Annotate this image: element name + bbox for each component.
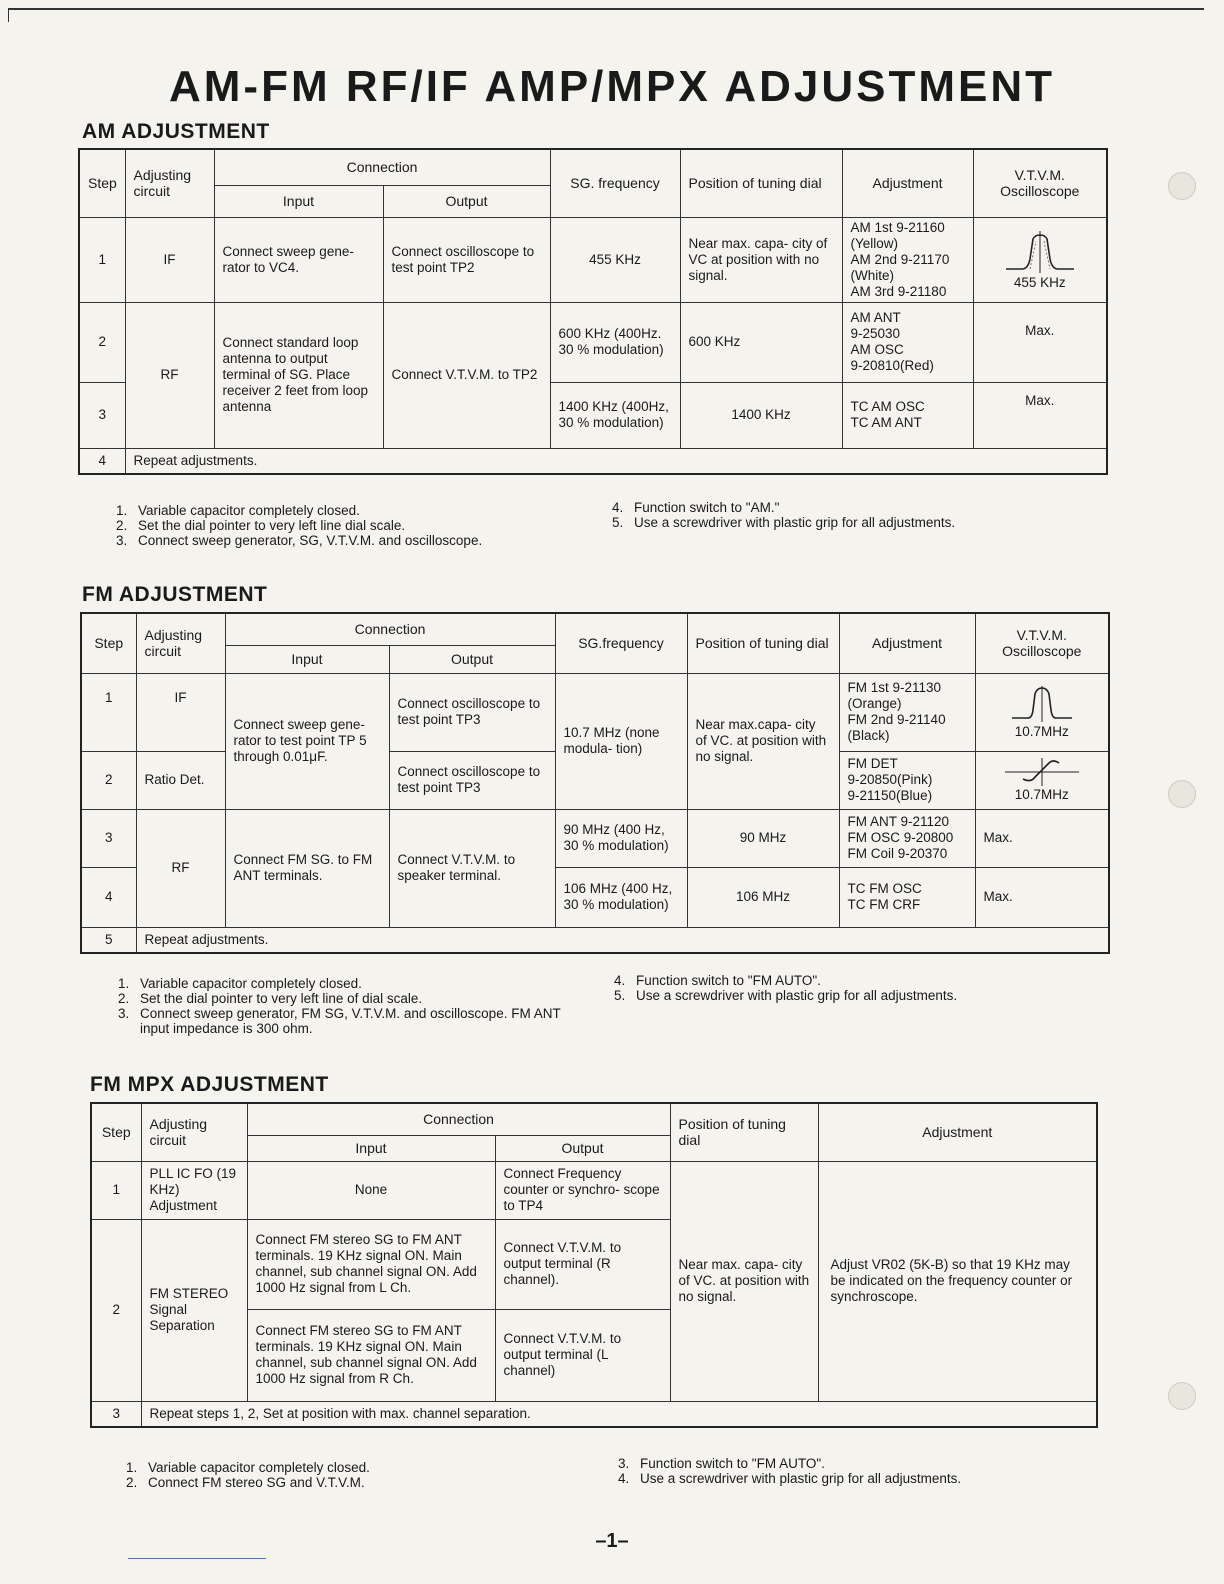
output-cell: Connect Frequency counter or synchro- scope to TP4 (495, 1161, 670, 1219)
adjustment-line: AM 3rd 9-21180 (850, 283, 947, 299)
input-header: Input (225, 645, 389, 673)
position-header: Position of tuning dial (687, 613, 839, 673)
position-header: Position of tuning dial (670, 1103, 818, 1161)
step-cell: 5 (81, 927, 136, 953)
table-row (79, 302, 1107, 382)
position-cell: 106 MHz (687, 867, 839, 927)
step-cell: 3 (91, 1401, 141, 1427)
step-cell: 2 (81, 751, 136, 809)
page-title: AM-FM RF/IF AMP/MPX ADJUSTMENT (168, 62, 1056, 111)
input-cell: None (247, 1161, 495, 1219)
adjustment-line: AM OSC (850, 342, 904, 357)
step-cell: 3 (81, 809, 136, 867)
am-section-heading: AM ADJUSTMENT (82, 120, 270, 143)
mpx-adjustment-table (90, 1102, 1098, 1428)
step-header: Step (91, 1103, 141, 1161)
note-item: 2. Connect FM stereo SG and V.T.V.M. (126, 1475, 365, 1490)
position-cell: 90 MHz (687, 809, 839, 867)
adjustment-header: Adjustment (818, 1103, 1097, 1161)
bandpass-waveform-icon (1000, 229, 1080, 275)
adjustment-line: TC AM ANT (850, 415, 922, 430)
circuit-cell: FM STEREO Signal Separation (141, 1219, 247, 1401)
adjustment-cell: Adjust VR02 (5K-B) so that 19 KHz may be indicated on the frequency counter or synchroscope. (818, 1161, 1097, 1401)
adjustment-line: TC FM CRF (847, 897, 921, 912)
adjustment-cell (839, 867, 975, 927)
left-rule (8, 8, 9, 22)
note-item: 4. Function switch to "AM." (612, 500, 780, 515)
adjustment-cell (839, 751, 975, 809)
note-item: 1. Variable capacitor completely closed. (118, 976, 362, 991)
vtvm-cell: Max. (975, 867, 1109, 927)
adjustment-line: (Yellow) (850, 235, 899, 251)
underline-mark (128, 1558, 266, 1559)
input-cell: Connect sweep gene- rator to test point TP 5 through 0.01μF. (225, 673, 389, 809)
adjustment-line: (White) (850, 267, 895, 283)
sg-frequency-header: SG. frequency (550, 149, 680, 217)
am-adjustment-table (78, 148, 1108, 475)
sg-cell: 106 MHz (400 Hz, 30 % modulation) (555, 867, 687, 927)
circuit-cell: RF (125, 302, 214, 448)
adjustment-line: (Orange) (847, 696, 902, 711)
am-notes-left (116, 503, 596, 548)
input-cell: Connect FM stereo SG to FM ANT terminals. 19 KHz signal ON. Main channel, sub channel signal ON. Add 1000 Hz signal from R Ch. (247, 1309, 495, 1401)
adjustment-cell (839, 673, 975, 751)
adjustment-cell (842, 382, 973, 448)
input-cell: Connect FM stereo SG to FM ANT terminals. 19 KHz signal ON. Main channel, sub channel signal ON. Add 1000 Hz signal from L Ch. (247, 1219, 495, 1309)
step-cell: 4 (81, 867, 136, 927)
adjustment-line: TC AM OSC (850, 399, 925, 414)
note-item: 1. Variable capacitor completely closed. (116, 503, 360, 518)
table-row (79, 217, 1107, 302)
sg-cell: 600 KHz (400Hz. 30 % modulation) (550, 302, 680, 382)
adjustment-line: 9-20850(Pink) (847, 772, 933, 787)
adjustment-line: FM 1st 9-21130 (847, 680, 942, 695)
adjustment-line: 9-20810(Red) (850, 358, 934, 373)
fm-notes-left (118, 976, 588, 1036)
circuit-header: Adjusting circuit (136, 613, 225, 673)
output-cell: Connect oscilloscope to test point TP3 (389, 751, 555, 809)
mpx-notes-left (126, 1460, 596, 1490)
position-cell: 600 KHz (680, 302, 842, 382)
step-cell: 4 (79, 448, 125, 474)
adjustment-line: FM 2nd 9-21140 (847, 712, 946, 727)
adjustment-line: FM DET (847, 756, 898, 771)
am-notes-right (612, 500, 1092, 530)
adjustment-header: Adjustment (842, 149, 973, 217)
repeat-cell: Repeat adjustments. (125, 448, 1107, 474)
vtvm-cell (973, 217, 1107, 302)
output-header: Output (383, 185, 550, 217)
output-header: Output (495, 1135, 670, 1161)
binder-hole (1168, 172, 1196, 200)
position-header: Position of tuning dial (680, 149, 842, 217)
note-item: 3. Connect sweep generator, FM SG, V.T.V.M. and oscilloscope. FM ANT input impedance is 300 ohm. (118, 1006, 561, 1036)
output-cell: Connect oscilloscope to test point TP3 (389, 673, 555, 751)
adjustment-line: FM OSC 9-20800 (847, 830, 954, 845)
input-cell: Connect sweep gene- rator to VC4. (214, 217, 383, 302)
vtvm-cell (975, 673, 1109, 751)
output-cell: Connect oscilloscope to test point TP2 (383, 217, 550, 302)
output-cell: Connect V.T.V.M. to output terminal (L channel) (495, 1309, 670, 1401)
output-cell: Connect V.T.V.M. to speaker terminal. (389, 809, 555, 927)
position-cell: Near max. capa- city of VC at position with no signal. (680, 217, 842, 302)
adjustment-header: Adjustment (839, 613, 975, 673)
step-cell: 1 (79, 217, 125, 302)
vtvm-header: V.T.V.M. Oscilloscope (975, 613, 1109, 673)
note-item: 3. Connect sweep generator, SG, V.T.V.M. and oscilloscope. (116, 533, 483, 548)
position-cell: Near max. capa- city of VC. at position with no signal. (670, 1161, 818, 1401)
repeat-cell: Repeat steps 1, 2, Set at position with max. channel separation. (141, 1401, 1097, 1427)
output-header: Output (389, 645, 555, 673)
connection-header: Connection (225, 613, 555, 645)
connection-header: Connection (247, 1103, 670, 1135)
note-item: 2. Set the dial pointer to very left line dial scale. (116, 518, 406, 533)
vtvm-cell (975, 751, 1109, 809)
bandpass-waveform-icon (1002, 684, 1082, 724)
note-item: 2. Set the dial pointer to very left line of dial scale. (118, 991, 423, 1006)
step-cell: 2 (79, 302, 125, 382)
sg-cell: 10.7 MHz (none modula- tion) (555, 673, 687, 809)
input-cell: Connect standard loop antenna to output terminal of SG. Place receiver 2 feet from loop antenna (214, 302, 383, 448)
table-row (79, 448, 1107, 474)
input-header: Input (214, 185, 383, 217)
sg-cell: 1400 KHz (400Hz, 30 % modulation) (550, 382, 680, 448)
circuit-header: Adjusting circuit (141, 1103, 247, 1161)
circuit-cell: PLL IC FO (19 KHz) Adjustment (141, 1161, 247, 1219)
circuit-header: Adjusting circuit (125, 149, 214, 217)
connection-header: Connection (214, 149, 550, 185)
step-cell: 1 (91, 1161, 141, 1219)
note-item: 4. Use a screwdriver with plastic grip for all adjustments. (618, 1471, 962, 1486)
adjustment-line: 9-21150(Blue) (847, 788, 933, 803)
adjustment-line: TC FM OSC (847, 881, 922, 896)
vtvm-cell: Max. (973, 382, 1107, 448)
mpx-section-heading: FM MPX ADJUSTMENT (90, 1073, 329, 1096)
table-row (81, 809, 1109, 867)
adjustment-cell (842, 302, 973, 382)
circuit-cell: IF (136, 673, 225, 751)
table-row (81, 927, 1109, 953)
mpx-notes-right (618, 1456, 1098, 1486)
vtvm-cell: Max. (973, 302, 1107, 382)
position-cell: 1400 KHz (680, 382, 842, 448)
step-cell: 2 (91, 1219, 141, 1401)
vtvm-header: V.T.V.M. Oscilloscope (973, 149, 1107, 217)
step-cell: 3 (79, 382, 125, 448)
note-item: 5. Use a screwdriver with plastic grip for all adjustments. (614, 988, 958, 1003)
adjustment-line: FM Coil 9-20370 (847, 846, 948, 861)
adjustment-line: AM 2nd 9-21170 (850, 251, 950, 267)
vtvm-value: 455 KHz (1013, 274, 1066, 290)
adjustment-cell (842, 217, 973, 302)
note-item: 4. Function switch to "FM AUTO". (614, 973, 821, 988)
input-header: Input (247, 1135, 495, 1161)
adjustment-line: (Black) (847, 728, 890, 743)
step-header: Step (79, 149, 125, 217)
note-item: 3. Function switch to "FM AUTO". (618, 1456, 825, 1471)
note-item: 1. Variable capacitor completely closed. (126, 1460, 370, 1475)
table-row (81, 673, 1109, 751)
sg-frequency-header: SG.frequency (555, 613, 687, 673)
input-cell: Connect FM SG. to FM ANT terminals. (225, 809, 389, 927)
step-cell: 1 (81, 673, 136, 751)
table-row (91, 1401, 1097, 1427)
binder-hole (1168, 780, 1196, 808)
fm-notes-right (614, 973, 1094, 1003)
output-cell: Connect V.T.V.M. to output terminal (R channel). (495, 1219, 670, 1309)
position-cell: Near max.capa- city of VC. at position with no signal. (687, 673, 839, 809)
repeat-cell: Repeat adjustments. (136, 927, 1109, 953)
page-number: –1– (595, 1530, 629, 1552)
note-item: 5. Use a screwdriver with plastic grip for all adjustments. (612, 515, 956, 530)
circuit-cell: IF (125, 217, 214, 302)
top-rule (8, 8, 1204, 10)
fm-section-heading: FM ADJUSTMENT (82, 583, 268, 606)
fm-adjustment-table (80, 612, 1110, 954)
adjustment-line: AM ANT (850, 310, 901, 325)
binder-hole (1168, 1382, 1196, 1410)
adjustment-line: AM 1st 9-21160 (850, 219, 945, 235)
vtvm-value: 10.7MHz (1014, 724, 1069, 739)
sg-cell: 90 MHz (400 Hz, 30 % modulation) (555, 809, 687, 867)
sg-cell: 455 KHz (550, 217, 680, 302)
adjustment-cell (839, 809, 975, 867)
vtvm-cell: Max. (975, 809, 1109, 867)
table-row (91, 1161, 1097, 1219)
adjustment-line: FM ANT 9-21120 (847, 814, 950, 829)
output-cell: Connect V.T.V.M. to TP2 (383, 302, 550, 448)
adjustment-line: 9-25030 (850, 326, 901, 341)
step-header: Step (81, 613, 136, 673)
vtvm-value: 10.7MHz (1014, 787, 1069, 802)
circuit-cell: RF (136, 809, 225, 927)
circuit-cell: Ratio Det. (136, 751, 225, 809)
s-curve-waveform-icon (997, 757, 1087, 787)
